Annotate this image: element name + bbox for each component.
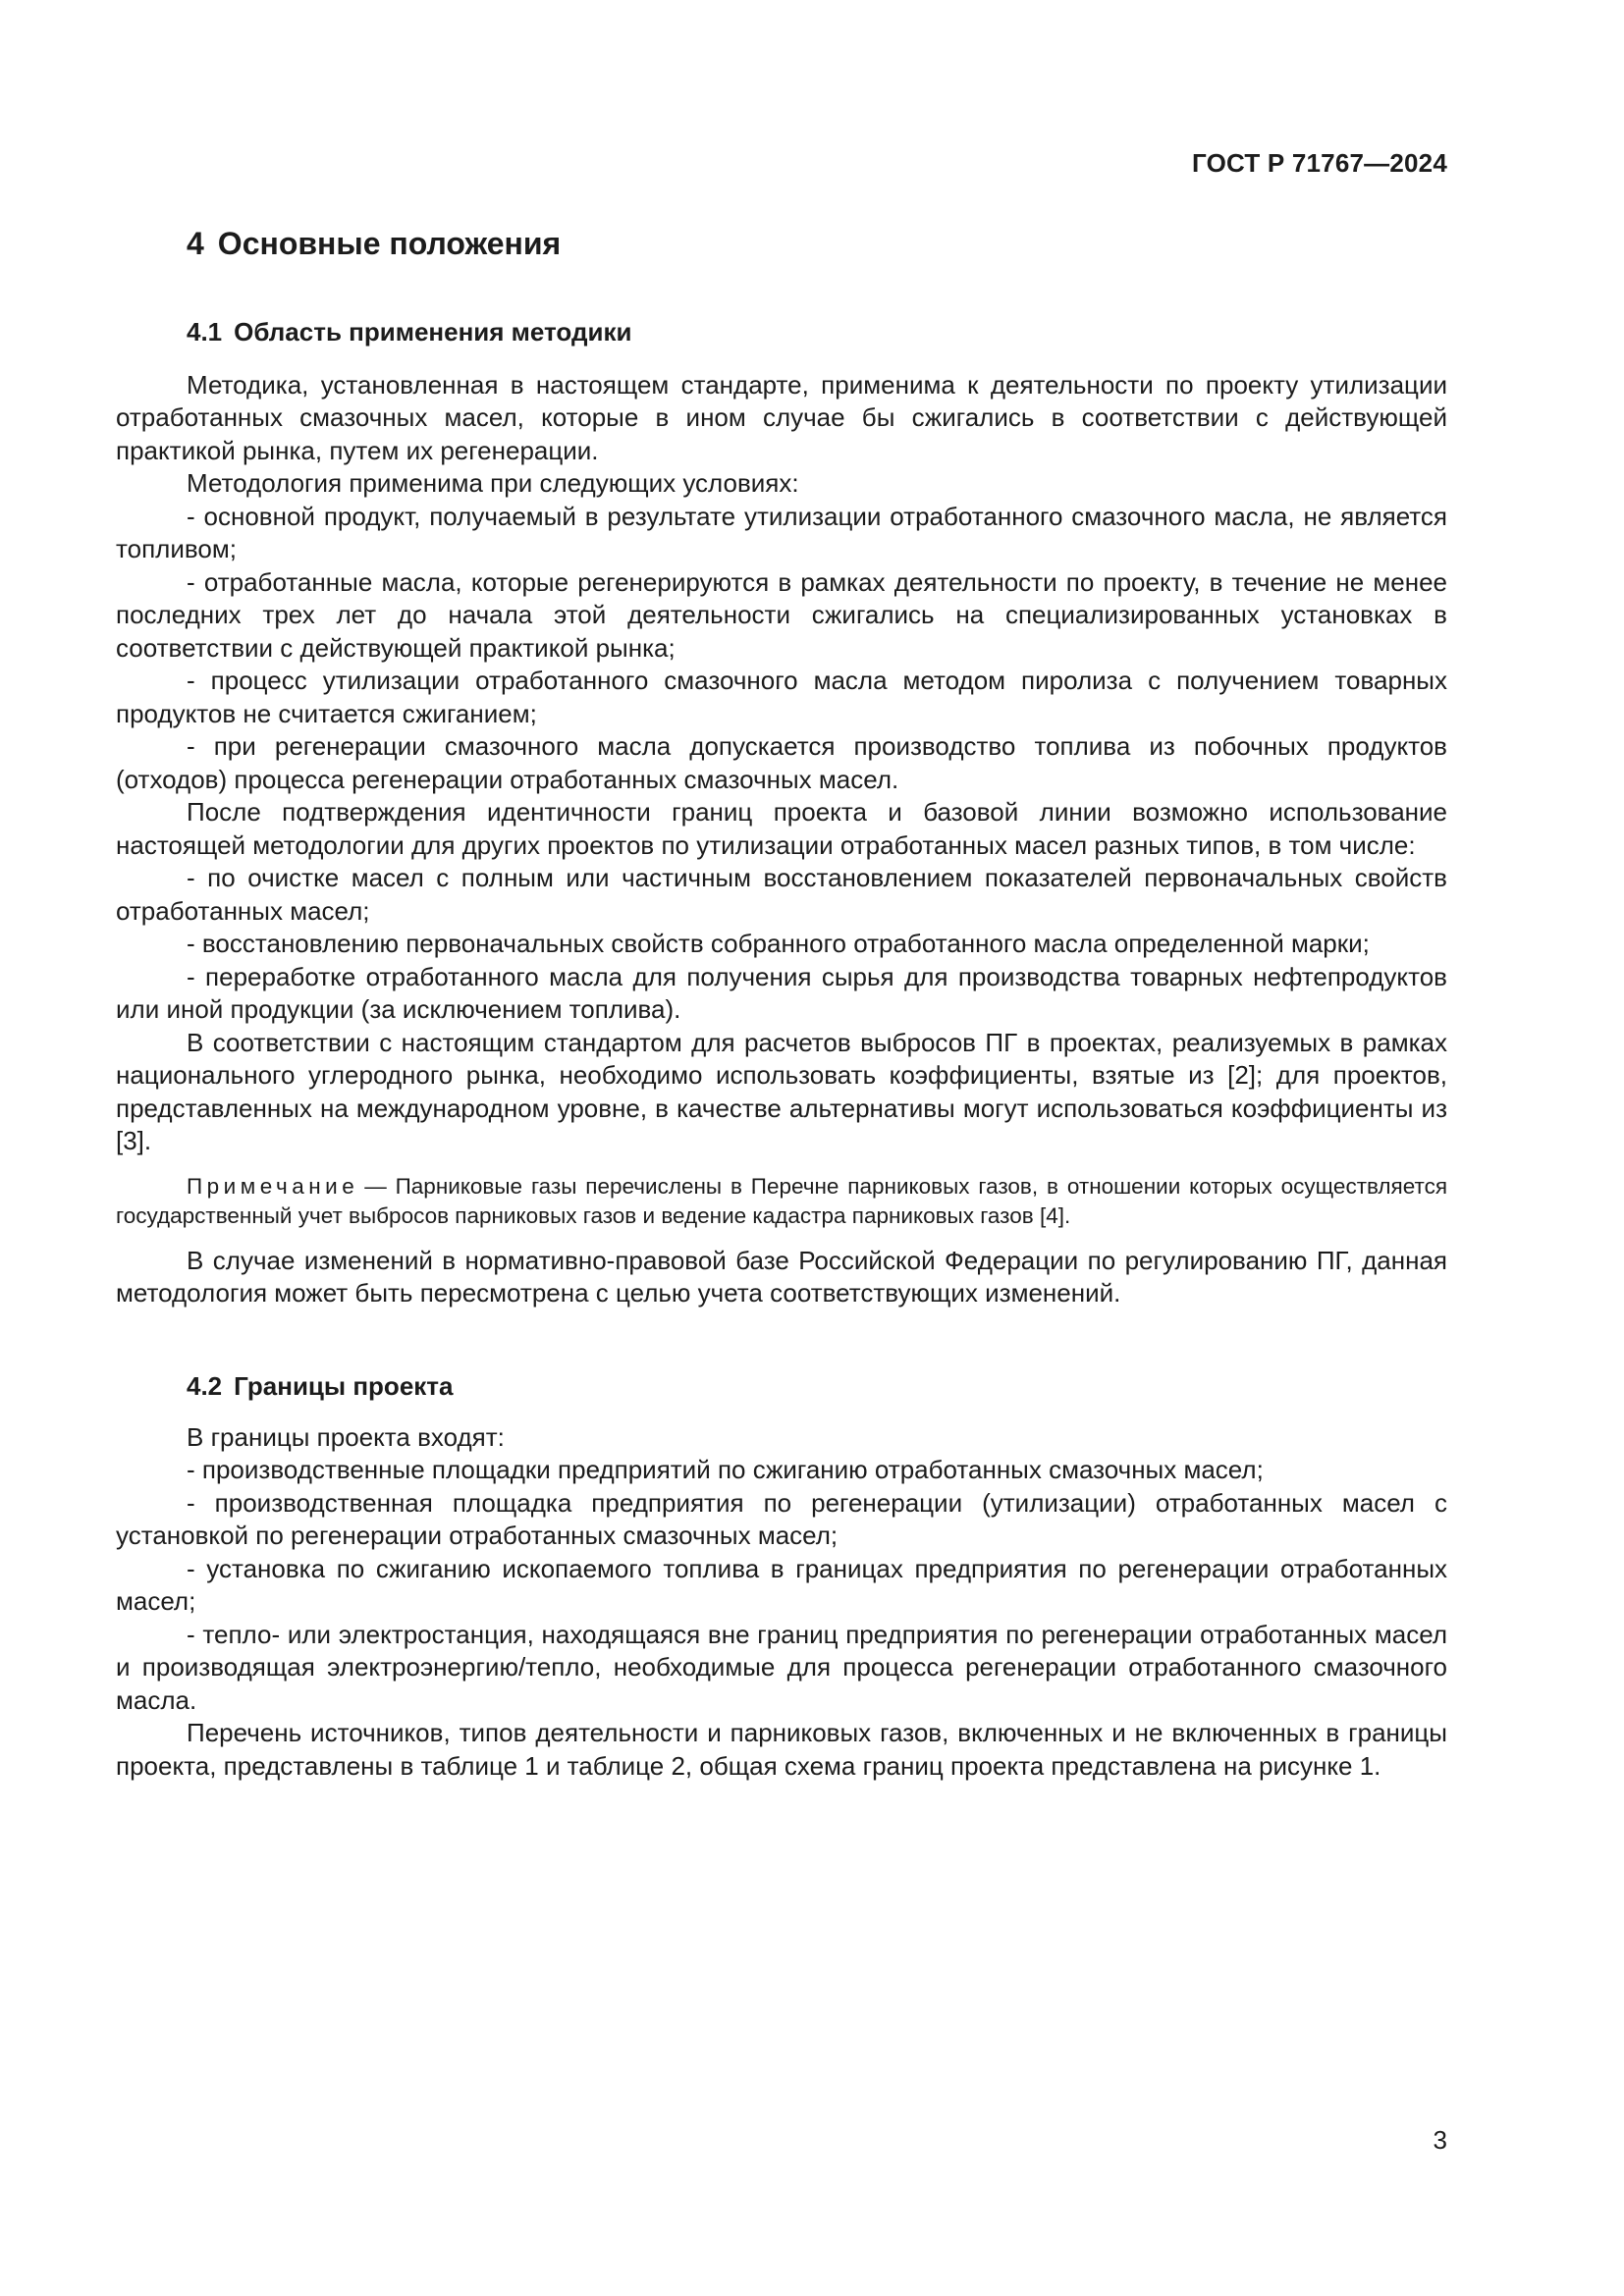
paragraph: Перечень источников, типов деятельности и парниковых газов, включенных и не включенных в границы проекта, представлены в таблице 1 и таблице 2, общая схема границ проекта представлена на рисунке 1. — [116, 1718, 1447, 1781]
list-item: - процесс утилизации отработанного смазочного масла методом пиролиза с получением товарных продуктов не считается сжиганием; — [116, 666, 1447, 728]
paragraph: В соответствии с настоящим стандартом для расчетов выбросов ПГ в проектах, реализуемых в рамках национального углеродного рынка, необходимо использовать коэффициенты, взятые из [2]; для проектов, представленных на международном уровне, в качестве альтернативы могут использоваться коэффициенты из [3]. — [116, 1027, 1447, 1155]
list-item: - тепло- или электростанция, находящаяся вне границ предприятия по регенерации отработанных масел и производящая электроэнергию/тепло, необходимые для процесса регенерации отработанного смазочного масла. — [116, 1619, 1447, 1715]
list-item: - переработке отработанного масла для получения сырья для производства товарных нефтепродуктов или иной продукции (за исключением топлива). — [116, 961, 1447, 1024]
paragraph: В случае изменений в нормативно-правовой базе Российской Федерации по регулированию ПГ, данная методология может быть пересмотрена с целью учета соответствующих изменений. — [116, 1245, 1447, 1308]
list-item: - отработанные масла, которые регенерируются в рамках деятельности по проекту, в течение не менее последних трех лет до начала этой деятельности сжигались на специализированных установках в соответствии с действующей практикой рынка; — [116, 566, 1447, 663]
note — [116, 1172, 1447, 1231]
section-heading — [187, 226, 561, 262]
subsection-4-1 — [116, 316, 1447, 1310]
subsection-title: Область применения методики — [234, 317, 632, 347]
paragraph: Методика, установленная в настоящем стандарте, применима к деятельности по проекту утилизации отработанных смазочных масел, которые в ином случае бы сжигались в соответствии с действующей практикой рынка, путем их регенерации. — [116, 369, 1447, 465]
list-item: - основной продукт, получаемый в результате утилизации отработанного смазочного масла, не является топливом; — [116, 501, 1447, 563]
subsection-number: 4.2 — [187, 1371, 223, 1401]
section-number: 4 — [187, 226, 204, 261]
list-item: - восстановлению первоначальных свойств собранного отработанного масла определенной марки; — [187, 929, 1370, 958]
subsection-title: Границы проекта — [234, 1371, 454, 1401]
subsection-4-2 — [116, 1370, 1447, 1783]
list-item: - производственные площадки предприятий по сжиганию отработанных смазочных масел; — [187, 1455, 1264, 1484]
paragraph: В границы проекта входят: — [187, 1421, 505, 1452]
section-title: Основные положения — [217, 226, 562, 261]
list-item: - при регенерации смазочного масла допускается производство топлива из побочных продуктов (отходов) процесса регенерации отработанных смазочных масел. — [116, 731, 1447, 794]
paragraph: После подтверждения идентичности границ проекта и базовой линии возможно использование настоящей методологии для других проектов по утилизации отработанных масел разных типов, в том числе: — [116, 797, 1447, 860]
subsection-heading — [116, 1370, 1447, 1404]
list-item: - по очистке масел с полным или частичным восстановлением показателей первоначальных свойств отработанных масел; — [116, 863, 1447, 926]
note-text: — Парниковые газы перечислены в Перечне парниковых газов, в отношении которых осуществляется государственный учет выбросов парниковых газов и ведение кадастра парниковых газов [4]. — [116, 1173, 1447, 1228]
list-item: - производственная площадка предприятия по регенерации (утилизации) отработанных масел с установкой по регенерации отработанных смазочных масел; — [116, 1487, 1447, 1550]
paragraph: Методология применима при следующих условиях: — [187, 468, 799, 498]
note-label: Примечание — [187, 1173, 359, 1199]
list-item: - установка по сжиганию ископаемого топлива в границах предприятия по регенерации отработанных масел; — [116, 1553, 1447, 1616]
page-number: 3 — [1433, 2125, 1447, 2155]
subsection-number: 4.1 — [187, 317, 223, 347]
document-code: ГОСТ Р 71767—2024 — [1192, 148, 1447, 178]
subsection-heading — [116, 316, 1447, 349]
